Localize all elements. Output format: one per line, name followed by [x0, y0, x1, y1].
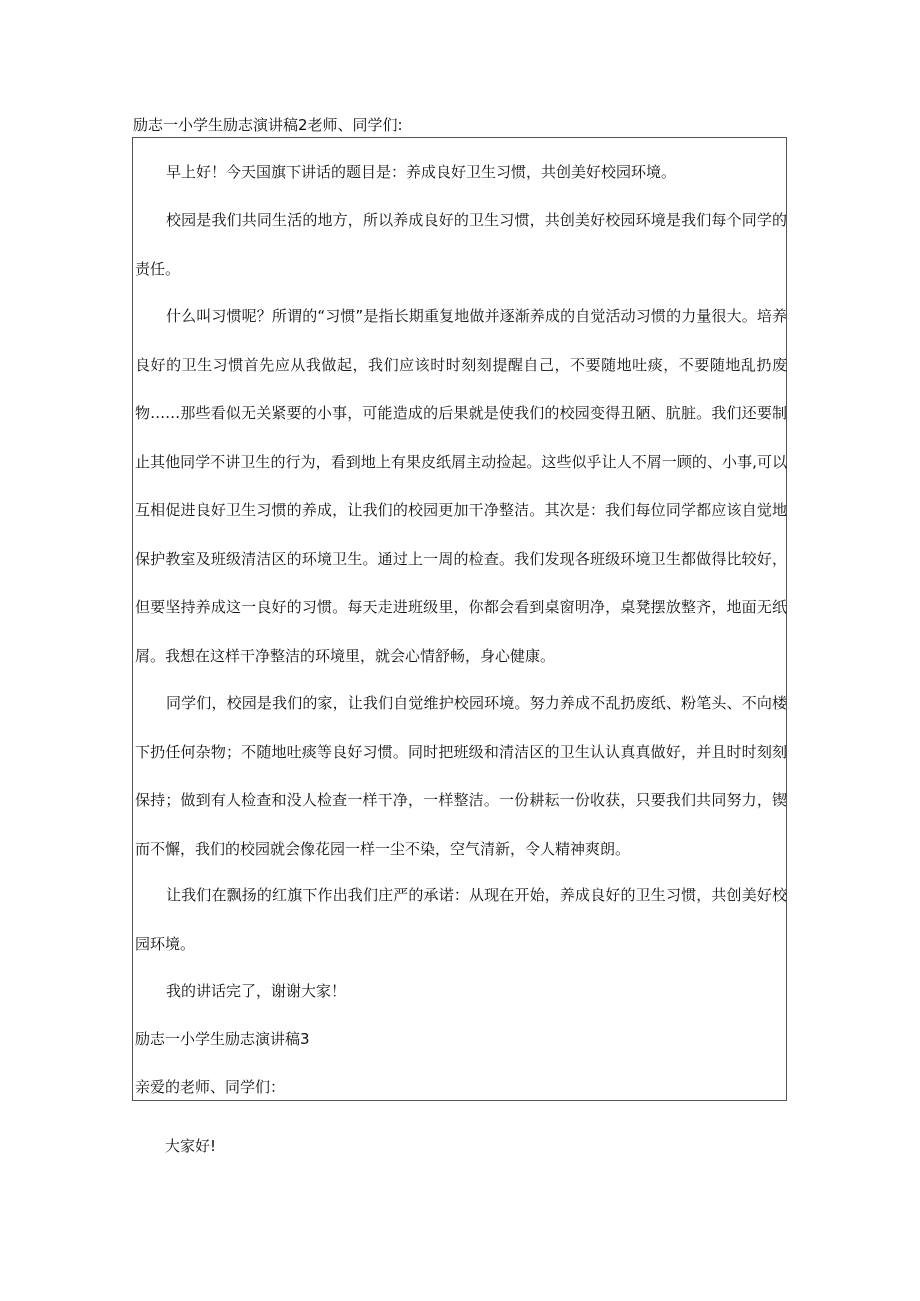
salutation-line: 亲爱的老师、同学们： — [135, 1078, 286, 1096]
paragraph-habits: 什么叫习惯呢？所谓的“习惯”是指长期重复地做并逐渐养成的自觉活动习惯的力量很大。培养良好的卫生习惯首先应从我做起，我们应该时时刻刻提醒自己，不要随地吐痰，不要随地乱扔废物……那些看似无关紧要的小事，可能造成的后果就是使我们的校园变得丑陋、肮脏。我们还要制止其他同学不讲卫生的行为，看到地上有果皮纸屑主动捡起。这些似乎让人不屑一顾的、小事,可以互相促进良好卫生习惯的养成，让我们的校园更加干净整洁。其次是：我们每位同学都应该自觉地保护教室及班级清洁区的环境卫生。通过上一周的检查。我们发现各班级环境卫生都做得比较好，但要坚持养成这一良好的习惯。每天走进班级里，你都会看到桌窗明净，桌凳摆放整齐，地面无纸屑。我想在这样干净整洁的环境里，就会心情舒畅，身心健康。 — [135, 307, 787, 665]
next-speech-title: 励志一小学生励志演讲稿3 — [135, 1030, 310, 1048]
document-heading: 励志一小学生励志演讲稿2老师、同学们: — [133, 116, 403, 134]
speech-text-box — [132, 137, 787, 1101]
paragraph-thanks: 我的讲话完了，谢谢大家！ — [166, 982, 347, 1000]
closing-greeting: 大家好! — [165, 1137, 217, 1155]
paragraph-promise: 让我们在飘扬的红旗下作出我们庄严的承诺：从现在开始，养成良好的卫生习惯，共创美好校园环境。 — [135, 886, 787, 953]
paragraph-campus: 校园是我们共同生活的地方，所以养成良好的卫生习惯，共创美好校园环境是我们每个同学的责任。 — [135, 211, 787, 278]
paragraph-students: 同学们，校园是我们的家，让我们自觉维护校园环境。努力养成不乱扔废纸、粉笔头、不向楼下扔任何杂物；不随地吐痰等良好习惯。同时把班级和清洁区的卫生认认真真做好，并且时时刻刻保持；做到有人检查和没人检查一样干净，一样整洁。一份耕耘一份收获，只要我们共同努力，锲而不懈，我们的校园就会像花园一样一尘不染，空气清新，令人精神爽朗。 — [135, 694, 787, 858]
paragraph-greeting: 早上好！今天国旗下讲话的题目是：养成良好卫生习惯，共创美好校园环境。 — [166, 163, 677, 181]
